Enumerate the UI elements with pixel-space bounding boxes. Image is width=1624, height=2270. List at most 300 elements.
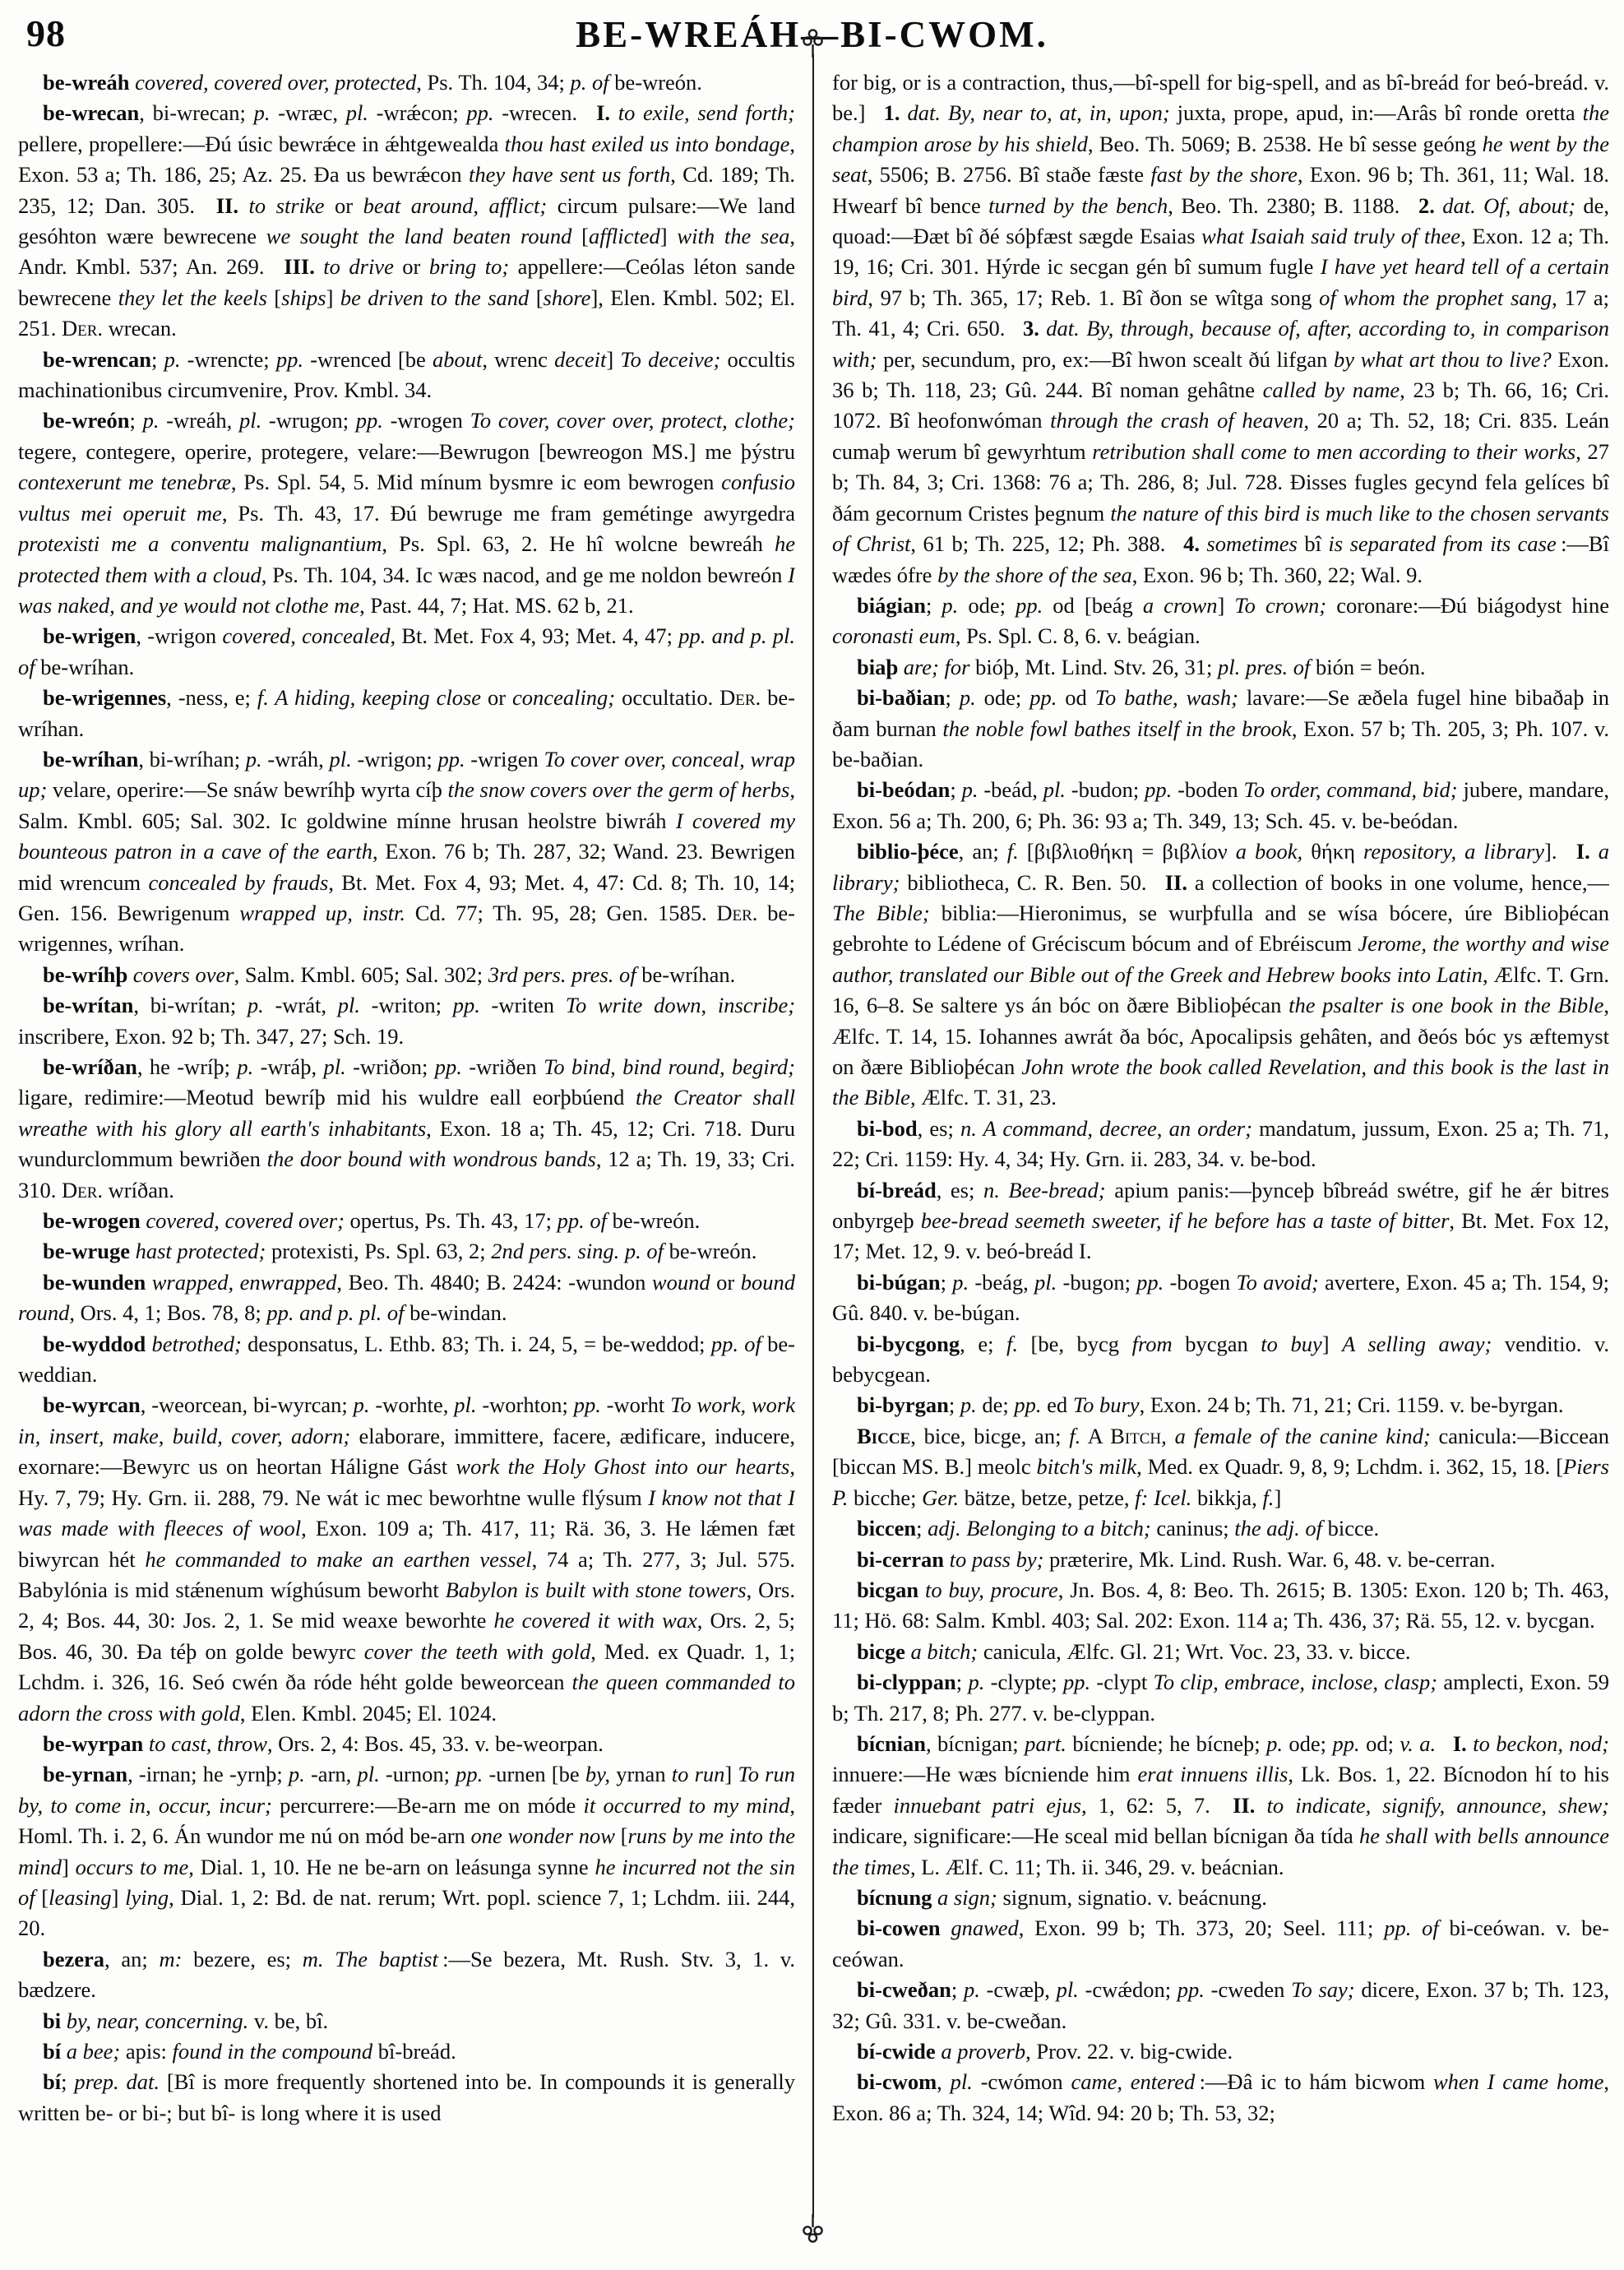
entry-text: bezere, es; bbox=[182, 1946, 303, 1971]
entry-text: Der. bbox=[62, 1177, 104, 1202]
entry-text: , he -wríþ; bbox=[136, 1054, 238, 1079]
entry-text: bícniende; he bícneþ; bbox=[1066, 1730, 1267, 1756]
headword: bi-bod bbox=[857, 1115, 918, 1141]
entry-text: appellere:—Ceólas léton sande bewrecene bbox=[18, 254, 795, 310]
headword: bi-cerran bbox=[857, 1546, 944, 1572]
entry-text: v. a. bbox=[1400, 1730, 1437, 1756]
headword: biaþ bbox=[857, 654, 899, 679]
headword: bí bbox=[43, 2069, 62, 2095]
entry-text: hast protected; bbox=[129, 1239, 266, 1264]
entry-text: gnawed bbox=[940, 1916, 1019, 1941]
entry-text: signum, signatio. v. beácnung. bbox=[997, 1884, 1267, 1910]
entry-text: m. The baptist bbox=[302, 1946, 438, 1971]
entry-text: -arn, bbox=[304, 1762, 358, 1787]
entry-text: ligare, redimire:—Meotud bewríþ mid his wuldre eall eorþbúend bbox=[18, 1085, 636, 1110]
entry-text: afflicted bbox=[588, 224, 660, 249]
entry-text: The Bible; bbox=[832, 900, 930, 925]
entry-text: -writon; bbox=[359, 993, 453, 1018]
dictionary-entry bbox=[18, 1267, 795, 1329]
entry-text: pl. pres. of bbox=[1218, 654, 1311, 679]
entry-text: p. of bbox=[570, 70, 609, 95]
entry-text: , Med. ex Quadr. 1, 1; Lchdm. i. 326, 16. Seó cwén ða róde héht golde beweorcean bbox=[18, 1638, 795, 1695]
headword: biágian bbox=[857, 592, 926, 618]
dictionary-entry bbox=[18, 1236, 795, 1267]
entry-text: To avoid; bbox=[1236, 1269, 1319, 1295]
entry-text: coronasti eum bbox=[832, 623, 955, 649]
entry-text: p. bbox=[247, 993, 264, 1018]
entry-text: f: Icel. bbox=[1135, 1485, 1192, 1510]
dictionary-entry bbox=[832, 652, 1609, 683]
entry-text: yrnan bbox=[610, 1762, 672, 1787]
entry-text: p. bbox=[952, 1269, 969, 1295]
entry-text: ; bbox=[945, 685, 960, 711]
entry-text: , Ælfc. T. Grn. 16, 6–8. Se saltere ys án bóc on ðære Biblioþécan bbox=[832, 961, 1609, 1018]
dictionary-entry bbox=[18, 960, 795, 990]
entry-text: be-wrigennes, wríhan. bbox=[18, 900, 795, 957]
entry-text: John wrote the book called Revelation, and this book is the last in the Bible bbox=[832, 1054, 1609, 1110]
page-number: 98 bbox=[26, 12, 66, 54]
entry-text: bring to; bbox=[428, 254, 510, 280]
entry-text: , Exon. 12 a; Th. 19, 16; Cri. 301. Hýrde ic secgan gén bî sumum fugle bbox=[832, 224, 1609, 280]
entry-text: lavare:—Se æðela fugel hine bibaðaþ in ðam burnan bbox=[832, 685, 1609, 741]
headword: be-yrnan bbox=[43, 1762, 128, 1787]
entry-text: , wrenc bbox=[482, 346, 555, 372]
entry-text: pp. bbox=[466, 100, 494, 126]
entry-text: p. bbox=[942, 592, 959, 618]
entry-text: sometimes bbox=[1199, 531, 1298, 557]
entry-text: , Beo. Th. 4840; B. 2424: -wundon bbox=[336, 1269, 652, 1295]
headword: bi-cweðan bbox=[857, 1977, 951, 2003]
entry-text: -cwæþ, bbox=[979, 1977, 1057, 2003]
entry-text: a proverb bbox=[935, 2039, 1026, 2064]
entry-text: canicula, Ælfc. Gl. 21; Wrt. Voc. 23, 33. v. bicce. bbox=[978, 1638, 1411, 1664]
entry-text: , 17 a; Th. 41, 4; Cri. 650. bbox=[832, 285, 1609, 341]
dictionary-entry bbox=[832, 775, 1609, 836]
entry-text: To clip, embrace, inclose, clasp; bbox=[1153, 1670, 1438, 1695]
dictionary-entry bbox=[832, 591, 1609, 652]
headword: be-wunden bbox=[43, 1269, 146, 1295]
entry-text: pl. bbox=[337, 993, 360, 1018]
entry-text: -clypte; bbox=[984, 1670, 1063, 1695]
entry-text: Exon. 36 b; Th. 118, 23; Gû. 244. Bî noman gehâtne bbox=[832, 346, 1609, 403]
entry-text: Der. bbox=[716, 900, 758, 925]
entry-text: , Exon. 24 b; Th. 71, 21; Cri. 1159. v. be-byrgan. bbox=[1139, 1392, 1564, 1418]
entry-text: -cwómon bbox=[972, 2069, 1071, 2095]
entry-text: [ bbox=[620, 1823, 628, 1849]
entry-text: -urnen [be bbox=[483, 1762, 585, 1787]
entry-text: pl. bbox=[323, 1054, 346, 1079]
dictionary-entry bbox=[18, 744, 795, 960]
entry-text: -wræc, bbox=[270, 100, 346, 126]
entry-text: wrecan. bbox=[103, 316, 177, 341]
entry-text: pl. bbox=[1034, 1269, 1057, 1295]
headword: be-wríðan bbox=[43, 1054, 137, 1079]
entry-text: -wrugon; bbox=[261, 408, 356, 433]
headword: bí-breád bbox=[857, 1177, 937, 1202]
entry-text: To crown; bbox=[1234, 592, 1327, 618]
dictionary-entry bbox=[832, 1421, 1609, 1513]
entry-text: biblia:—Hieronimus, se wurþfulla and se wísa bócere, úre Biblioþécan gebrohte to Lédene of Gréciscum bócum and of Ebréiscum bbox=[832, 900, 1609, 957]
entry-text: To write down, inscribe; bbox=[565, 993, 795, 1018]
entry-text: -wrogen bbox=[382, 408, 470, 433]
entry-text: pp. bbox=[1332, 1730, 1360, 1756]
entry-text: pp. bbox=[1016, 592, 1043, 618]
entry-text: covers over bbox=[127, 961, 234, 987]
entry-text: Cd. 77; Th. 95, 28; Gen. 1585. bbox=[405, 900, 717, 925]
headword: be-wyrcan bbox=[43, 1392, 141, 1418]
headword: be-wrogen bbox=[43, 1208, 141, 1234]
entry-text: , Exon. 99 b; Th. 373, 20; Seel. 111; bbox=[1018, 1916, 1385, 1941]
headword: be-wrecan bbox=[43, 100, 140, 126]
entry-text: ; bbox=[951, 1977, 964, 2003]
entry-text: n. Bee-bread; bbox=[983, 1177, 1106, 1202]
entry-text: -wriðon; bbox=[345, 1054, 435, 1079]
entry-text: the snow covers over the germ of herbs bbox=[447, 777, 790, 803]
entry-text: bicce. bbox=[1322, 1516, 1380, 1541]
entry-text: A selling away; bbox=[1342, 1331, 1492, 1356]
entry-text: the adj. of bbox=[1234, 1516, 1323, 1541]
entry-text: To bathe, wash; bbox=[1094, 685, 1238, 711]
entry-text: , -weorcean, bi-wyrcan; bbox=[140, 1392, 354, 1418]
entry-text: juxta, prope, apud, in:—Arâs bî ronde oretta bbox=[1169, 100, 1583, 126]
entry-text: mandatum, jussum, Exon. 25 a; Th. 71, 22; Cri. 1159: Hy. 4, 34; Hy. Grn. ii. 283, 34. v. be-bod. bbox=[832, 1115, 1609, 1172]
entry-text: indicare, significare:—He sceal mid bellan bícnigan ða tída bbox=[832, 1823, 1359, 1849]
entry-text: pp. bbox=[434, 1054, 462, 1079]
trefoil-ornament-bottom-icon bbox=[802, 2214, 824, 2244]
entry-text: , es; bbox=[936, 1177, 983, 1202]
entry-text: , Exon. 76 b; Th. 287, 32; Wand. 23. Bewrigen mid wrencum bbox=[18, 839, 795, 895]
entry-text: protexisti me a conventu malignantium bbox=[18, 531, 382, 557]
entry-text: [ bbox=[581, 224, 589, 249]
entry-text: ] bbox=[659, 224, 678, 249]
entry-text: we sought the land beaten round bbox=[266, 224, 582, 249]
dictionary-entry bbox=[832, 1913, 1609, 1975]
entry-text: , Ps. Spl. C. 8, 6. v. beágian. bbox=[955, 623, 1201, 649]
headword: bí bbox=[43, 2039, 62, 2064]
headword: be-wrencan bbox=[43, 346, 151, 372]
entry-text: p. bbox=[968, 1670, 985, 1695]
dictionary-entry bbox=[832, 2067, 1609, 2129]
entry-text: ], Elen. Kmbl. 502; El. 251. bbox=[18, 285, 795, 341]
entry-text: pl. bbox=[329, 746, 352, 771]
entry-text: innuebant patri ejus bbox=[893, 1792, 1081, 1818]
entry-text: Babylon is built with stone towers bbox=[445, 1577, 747, 1602]
entry-text: ; bbox=[950, 777, 962, 803]
entry-text: pp. bbox=[1136, 1269, 1164, 1295]
entry-text: dat. Of, about; bbox=[1434, 192, 1575, 218]
entry-text: , Jn. Bos. 4, 8: Beo. Th. 2615; B. 1305: Exon. 120 b; Th. 463, 11; Hö. 68: Salm. Kmbl. 403; Sal. 202: Exon. 114 a; Th. 436, 37; Rä. 55, 12. v. bycgan. bbox=[832, 1577, 1609, 1633]
entry-text: covered, concealed bbox=[222, 623, 391, 649]
entry-text: deceit bbox=[554, 346, 607, 372]
entry-text: -wrigen bbox=[465, 746, 544, 771]
entry-text: wrapped, enwrapped bbox=[146, 1269, 337, 1295]
entry-text: Bitch bbox=[1110, 1423, 1162, 1448]
entry-text: pl. bbox=[357, 1762, 380, 1787]
entry-text: -boden bbox=[1172, 777, 1244, 803]
entry-text: 4. bbox=[1172, 531, 1200, 557]
entry-text: p. bbox=[164, 346, 181, 372]
entry-text: ; bbox=[916, 1516, 928, 1541]
headword: be-wreáh bbox=[43, 70, 130, 95]
entry-text: he covered it with wax bbox=[493, 1608, 697, 1633]
entry-text: thou hast exiled us into bondage bbox=[504, 131, 790, 156]
entry-text: pp. of bbox=[557, 1208, 607, 1234]
entry-text: betrothed; bbox=[146, 1331, 242, 1356]
entry-text: beat around, afflict; bbox=[363, 192, 548, 218]
entry-text: to indicate, signify, announce, shew; bbox=[1255, 1792, 1609, 1818]
entry-text: 2nd pers. sing. p. of bbox=[491, 1239, 664, 1264]
entry-text: de, quoad:—Ðæt bî ðé sóþfæst sægde Esaias bbox=[832, 192, 1609, 249]
entry-text: II. bbox=[205, 192, 238, 218]
entry-text: od bbox=[1057, 685, 1095, 711]
entry-text: , bícnigan; bbox=[925, 1730, 1025, 1756]
entry-text: to exile, send forth; bbox=[610, 100, 795, 126]
dictionary-entry bbox=[18, 98, 795, 344]
entry-text: pp. bbox=[452, 993, 480, 1018]
dictionary-entry bbox=[18, 621, 795, 683]
entry-text: I know not that I was made with fleeces of wool bbox=[18, 1485, 795, 1541]
entry-text: , 5506; B. 2756. Bî staðe fæste bbox=[867, 162, 1151, 188]
entry-text: pp. bbox=[1145, 777, 1173, 803]
entry-text: ] bbox=[606, 346, 621, 372]
entry-text: -wrencte; bbox=[180, 346, 276, 372]
entry-text: coronare:—Ðú biágodyst hine bbox=[1326, 592, 1609, 618]
entry-text: velare, operire:—Se snáw bewríhþ wyrta cíþ bbox=[47, 777, 448, 803]
entry-text: occultis machinationibus circumvenire, Prov. Kmbl. 34. bbox=[18, 346, 795, 403]
entry-text: or bbox=[393, 254, 429, 280]
entry-text: m: bbox=[159, 1946, 183, 1971]
entry-text: f. bbox=[1006, 1331, 1018, 1356]
entry-text: turned by the bench bbox=[988, 192, 1168, 218]
entry-text: , an; bbox=[958, 839, 1007, 864]
entry-text: p. bbox=[1266, 1730, 1283, 1756]
entry-text: to buy, procure bbox=[918, 1577, 1058, 1602]
entry-text: p. bbox=[142, 408, 160, 433]
entry-text: covered, covered over, protected bbox=[129, 70, 417, 95]
entry-text: I. bbox=[585, 100, 611, 126]
column-divider bbox=[812, 54, 814, 2217]
entry-text: ode; bbox=[975, 685, 1030, 711]
entry-text: Jerome, the worthy and wise author, translated our Bible out of the Greek and Hebrew books into Latin bbox=[832, 931, 1609, 987]
entry-text: f. bbox=[1006, 839, 1019, 864]
left-column bbox=[18, 67, 795, 2265]
entry-text: , Salm. Kmbl. 605; Sal. 302. Ic goldwine mínne hrusan heolstre biwráh bbox=[18, 777, 795, 833]
entry-text: , Beo. Th. 2380; B. 1188. bbox=[1168, 192, 1408, 218]
entry-text: he went by the seat bbox=[832, 131, 1609, 188]
entry-text: pl. bbox=[345, 100, 368, 126]
entry-text: I have yet heard tell of a certain bird bbox=[832, 254, 1609, 310]
entry-text: a crown bbox=[1142, 592, 1218, 618]
entry-text: [be, bycg bbox=[1018, 1331, 1132, 1356]
dictionary-entry bbox=[18, 2036, 795, 2067]
entry-text: , L. Ælf. C. 11; Th. ii. 346, 29. v. beácnian. bbox=[909, 1854, 1284, 1879]
entry-text: to beckon, nod; bbox=[1466, 1730, 1609, 1756]
headword: bicge bbox=[857, 1638, 905, 1664]
entry-text: bî bbox=[1297, 531, 1329, 557]
entry-text: retribution shall come to men according to their works bbox=[1092, 438, 1576, 464]
entry-text: , Ælfc. T. 14, 15. Iohannes awrát ða bóc, Apocalipsis gehâten, and ðeós bóc ys æftemyst on ðære Biblioþécan bbox=[832, 993, 1609, 1079]
entry-text: ships bbox=[281, 285, 326, 310]
entry-text: work the Holy Ghost into our hearts bbox=[456, 1454, 790, 1480]
dictionary-entry bbox=[832, 2036, 1609, 2067]
entry-text: , Exon. 57 b; Th. 205, 3; Ph. 107. v. be-baðian. bbox=[832, 716, 1609, 771]
entry-text: -clypt bbox=[1090, 1670, 1154, 1695]
entry-text: ] bbox=[724, 1762, 738, 1787]
entry-text: or bbox=[481, 685, 513, 711]
entry-text: be-wreón. bbox=[608, 70, 702, 95]
entry-text: wrapped up, instr. bbox=[239, 900, 405, 925]
entry-text: through the crash of heaven bbox=[1050, 408, 1304, 433]
entry-text: To run by, to come in, occur, incur; bbox=[18, 1762, 795, 1818]
entry-text: ode; bbox=[958, 592, 1016, 618]
entry-text: be-weddian. bbox=[18, 1331, 795, 1387]
entry-text: , Andr. Kmbl. 537; An. 269. bbox=[18, 224, 795, 280]
entry-text: circum pulsare:—We land gesóhton wære bewrecene bbox=[18, 192, 795, 249]
entry-text: -wrenced [be bbox=[303, 346, 433, 372]
dictionary-entry bbox=[832, 1575, 1609, 1637]
entry-text: -worhton; bbox=[476, 1392, 574, 1418]
entry-text: of whom the prophet sang bbox=[1319, 285, 1552, 310]
entry-text: , Ælfc. T. 31, 23. bbox=[909, 1085, 1057, 1110]
entry-text: came, entered bbox=[1071, 2069, 1196, 2095]
entry-text: part. bbox=[1025, 1730, 1066, 1756]
entry-text: leasing bbox=[49, 1884, 112, 1910]
entry-text: dat. By, near to, at, in, upon; bbox=[900, 100, 1170, 126]
entry-text: ]. bbox=[1544, 839, 1566, 864]
entry-text: bound round bbox=[18, 1269, 795, 1326]
entry-text: amplecti, Exon. 59 b; Th. 217, 8; Ph. 277. v. be-clyppan. bbox=[832, 1670, 1609, 1726]
dictionary-entry bbox=[832, 683, 1609, 775]
page-title: BE-WREÁH—BI-CWOM. bbox=[576, 14, 1048, 55]
entry-text: [ bbox=[274, 285, 282, 310]
dictionary-entry bbox=[832, 1975, 1609, 2036]
dictionary-entry bbox=[18, 2067, 795, 2129]
entry-text: repository, a library bbox=[1363, 839, 1545, 864]
entry-text: :—Se bezera, Mt. Rush. Stv. 3, 1. v. bædzere. bbox=[18, 1946, 795, 2003]
dictionary-entry bbox=[832, 836, 1609, 1114]
dictionary-entry bbox=[18, 67, 795, 98]
headword: be-wrítan bbox=[43, 993, 134, 1018]
entry-text: a bee; bbox=[61, 2039, 121, 2064]
entry-text: , 74 a; Th. 277, 3; Jul. 575. Babylónia is mid stǽnenum wíghúsum beworht bbox=[18, 1546, 795, 1602]
entry-text: to strike bbox=[238, 192, 325, 218]
dictionary-entry bbox=[832, 1729, 1609, 1883]
headword: bi-byrgan bbox=[857, 1392, 949, 1418]
dictionary-entry bbox=[18, 1390, 795, 1728]
entry-text: ; bbox=[940, 1269, 953, 1295]
headword: Bicce bbox=[857, 1423, 911, 1448]
entry-text: canicula:—Biccean [biccan MS. B.] meolc bbox=[832, 1423, 1609, 1480]
entry-text: bióþ, Mt. Lind. Stv. 26, 31; bbox=[969, 654, 1219, 679]
entry-text: , -ness, e; bbox=[166, 685, 257, 711]
right-column bbox=[832, 67, 1609, 2265]
entry-text: bibliotheca, C. R. Ben. 50. bbox=[900, 869, 1154, 895]
entry-text: -wreáh, bbox=[159, 408, 239, 433]
entry-text: runs by me into the mind bbox=[18, 1823, 795, 1879]
entry-text: ed bbox=[1041, 1392, 1073, 1418]
headword: be-wreón bbox=[43, 408, 130, 433]
entry-text: :—Ðâ ic to hám bicwom bbox=[1195, 2069, 1433, 2095]
entry-text: -worht bbox=[600, 1392, 671, 1418]
entry-text: be-wríhan. bbox=[18, 685, 795, 741]
entry-text: p. bbox=[353, 1392, 370, 1418]
entry-text: the queen commanded to adorn the cross with gold bbox=[18, 1670, 795, 1726]
headword: bezera bbox=[43, 1946, 105, 1971]
entry-text: ; bbox=[61, 2069, 75, 2095]
entry-text: , Bt. Met. Fox 4, 93; Met. 4, 47; bbox=[390, 623, 679, 649]
headword: be-wríhþ bbox=[43, 961, 128, 987]
headword: bi-beódan bbox=[857, 777, 951, 803]
entry-text: he commanded to make an earthen vessel bbox=[145, 1546, 532, 1572]
entry-text: it occurred to my mind bbox=[583, 1792, 790, 1818]
headword: bicgan bbox=[857, 1577, 919, 1602]
entry-text: dicere, Exon. 37 b; Th. 123, 32; Gû. 331. v. be-cweðan. bbox=[832, 1977, 1609, 2033]
entry-text: bión = beón. bbox=[1310, 654, 1426, 679]
entry-text: , Dial. 1, 10. He ne be-arn on leásunga synne bbox=[188, 1854, 595, 1879]
entry-text: covered, covered over; bbox=[140, 1208, 345, 1234]
entry-text: θήκη bbox=[1302, 839, 1363, 864]
entry-text: erat innuens illis bbox=[1137, 1762, 1289, 1787]
entry-text: , bi-wrecan; bbox=[139, 100, 254, 126]
dictionary-entry bbox=[832, 1513, 1609, 1544]
entry-text: de; bbox=[976, 1392, 1015, 1418]
entry-text: pp. and p. pl. of bbox=[18, 623, 795, 679]
entry-text: , Cd. 189; Th. 235, 12; Dan. 305. bbox=[18, 162, 795, 218]
entry-text: p. bbox=[288, 1762, 305, 1787]
trefoil-ornament-top-icon bbox=[802, 28, 824, 58]
entry-text: -urnon; bbox=[379, 1762, 456, 1787]
entry-text: -wrát, bbox=[263, 993, 338, 1018]
entry-text: he shall with bells announce the times bbox=[832, 1823, 1609, 1879]
headword: be-wyrpan bbox=[43, 1730, 144, 1756]
entry-text: pp. bbox=[355, 408, 383, 433]
entry-text: , es; bbox=[917, 1115, 960, 1141]
entry-text: , Hy. 7, 79; Hy. Grn. ii. 288, 79. Ne wát ic mec beworhtne wulle flýsum bbox=[18, 1454, 795, 1510]
entry-text: , Salm. Kmbl. 605; Sal. 302; bbox=[234, 961, 488, 987]
entry-text: , Exon. 96 b; Th. 361, 11; Wal. 18. Hwearf bî bence bbox=[832, 162, 1609, 218]
entry-text: , Exon. 53 a; Th. 186, 25; Az. 25. Ða us bewrǽcon bbox=[18, 131, 795, 188]
entry-text: -wriðen bbox=[461, 1054, 544, 1079]
entry-text: tegere, contegere, operire, protegere, velare:—Bewrugon [bewreogon MS.] me þýstru bbox=[18, 438, 795, 464]
entry-text: pp. bbox=[275, 346, 303, 372]
entry-text: venditio. v. bebycgean. bbox=[832, 1331, 1609, 1387]
dictionary-entry bbox=[832, 1267, 1609, 1329]
entry-text: with the sea bbox=[677, 224, 790, 249]
entry-text: n. A command, decree, an order; bbox=[960, 1115, 1252, 1141]
entry-text: [Bî is more frequently shortened into be. In compounds it is generally written be- or bi-; but bî- is long where it is used bbox=[18, 2069, 795, 2125]
entry-text: bi-ceówan. v. be-ceówan. bbox=[832, 1916, 1609, 1971]
entry-text: , Prov. 22. v. big-cwide. bbox=[1025, 2039, 1233, 2064]
entry-text: he incurred not the sin of bbox=[18, 1854, 795, 1910]
entry-text: bätze, betze, petze, bbox=[959, 1485, 1136, 1510]
entry-text: or bbox=[324, 192, 363, 218]
headword: bi-baðian bbox=[857, 685, 946, 711]
headword: be-wrigennes bbox=[43, 685, 167, 711]
entry-text: f. A hiding, keeping close bbox=[257, 685, 482, 711]
entry-text: , Ors. 4, 1; Bos. 78, 8; bbox=[69, 1300, 267, 1326]
entry-text: inscribere, Exon. 92 b; Th. 347, 27; Sch. 19. bbox=[18, 1023, 405, 1049]
entry-text: are; for bbox=[898, 654, 970, 679]
entry-text: , Ps. Th. 43, 17. Ðú bewruge me fram gemétinge awyrgedra bbox=[221, 500, 795, 526]
entry-text: caninus; bbox=[1150, 1516, 1235, 1541]
entry-text: be-wríhan. bbox=[35, 654, 135, 679]
entry-text: , bbox=[937, 2069, 951, 2095]
entry-continuation bbox=[832, 67, 1609, 591]
entry-text: from bbox=[1131, 1331, 1173, 1356]
entry-text: -beág, bbox=[969, 1269, 1035, 1295]
entry-text: pp. bbox=[437, 746, 465, 771]
entry-text: when I came home bbox=[1432, 2069, 1604, 2095]
